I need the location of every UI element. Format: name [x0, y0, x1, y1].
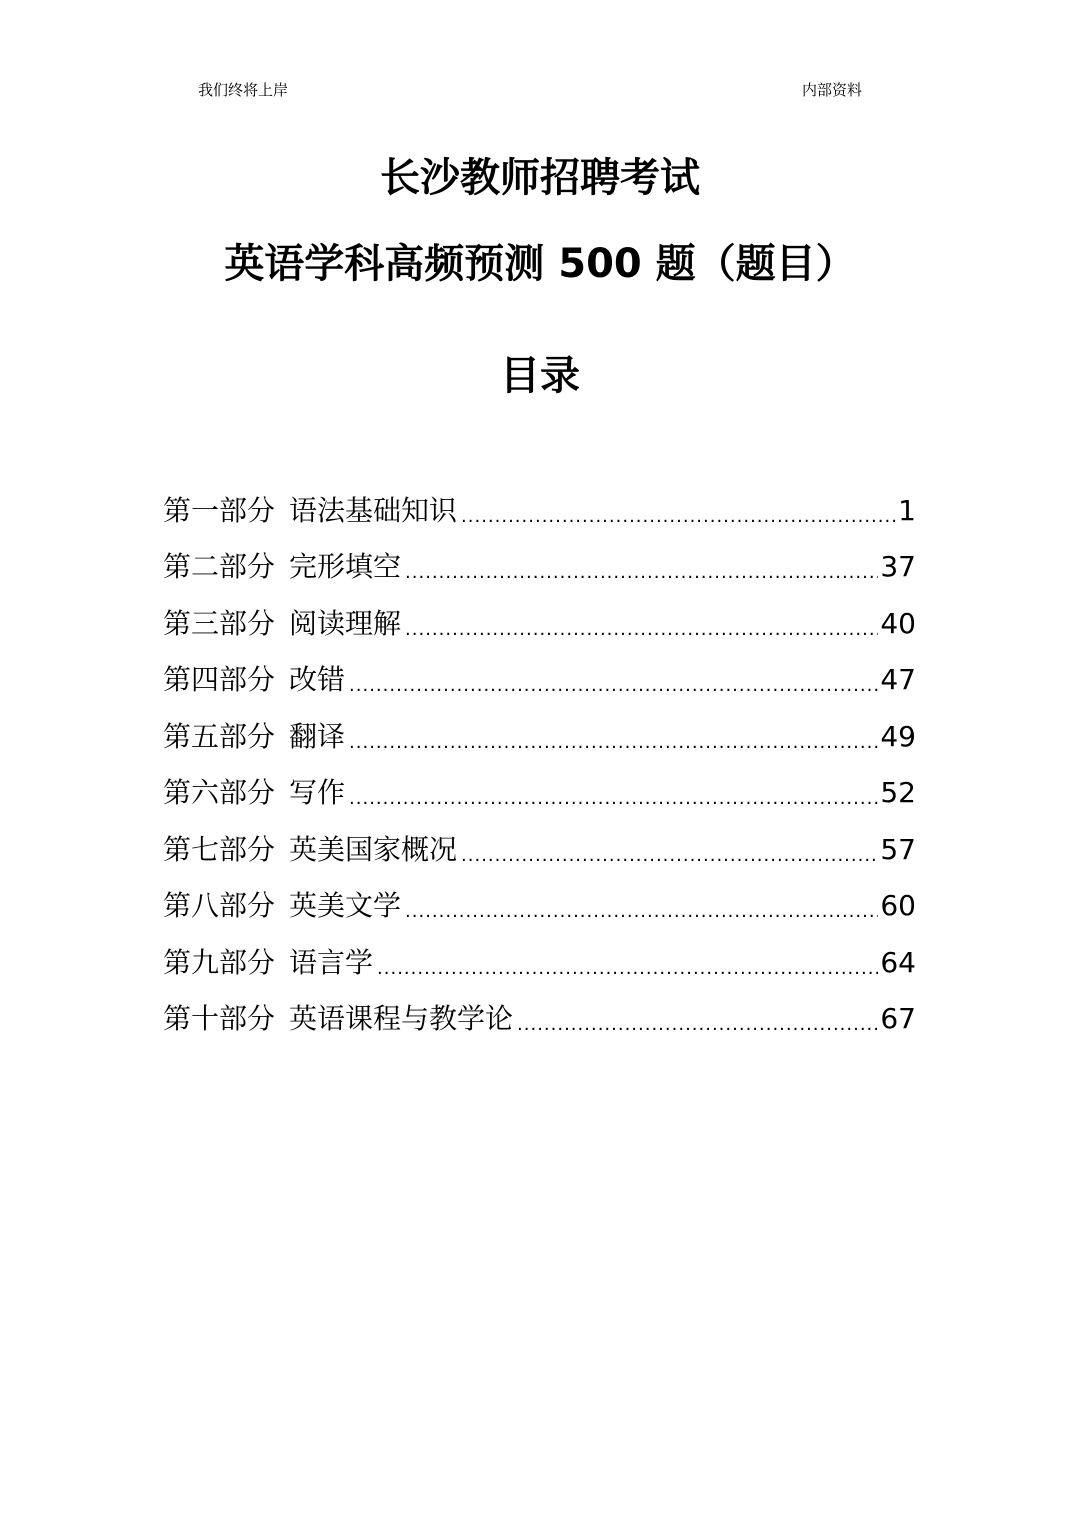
toc-entry[interactable]: [163, 702, 916, 759]
toc-section-title: 写作: [289, 776, 346, 809]
toc-part-label: 第三部分: [163, 606, 276, 640]
toc-dot-leader: [349, 727, 878, 759]
toc-page-number: 64: [880, 945, 916, 979]
toc-section-title: 英美文学: [289, 889, 402, 922]
document-title: 长沙教师招聘考试: [380, 155, 700, 201]
toc-section-title: 语言学: [289, 945, 374, 979]
toc-section-title: 英语课程与教学论: [289, 1002, 514, 1035]
toc-dot-leader: [461, 501, 896, 533]
toc-entry[interactable]: [163, 815, 916, 872]
toc-page-number: 52: [880, 776, 916, 809]
toc-page-number: 37: [880, 550, 916, 583]
toc-entry[interactable]: [163, 985, 916, 1042]
toc-heading: 目录: [500, 353, 580, 399]
toc-section-title: 英美国家概况: [289, 832, 458, 866]
header-right-text: 内部资料: [802, 81, 863, 99]
toc-dot-leader: [517, 1009, 878, 1041]
toc-entry[interactable]: [163, 872, 916, 929]
toc-dot-leader: [377, 953, 878, 985]
toc-page-number: 40: [880, 606, 916, 640]
toc-part-label: 第十部分: [163, 1002, 276, 1035]
toc-part-label: 第四部分: [163, 663, 276, 696]
toc-entry[interactable]: [163, 533, 916, 590]
toc-part-label: 第七部分: [163, 832, 276, 866]
toc-dot-leader: [461, 840, 878, 872]
toc-page-number: 67: [880, 1002, 916, 1035]
toc-section-title: 完形填空: [289, 550, 402, 583]
toc-part-label: 第六部分: [163, 776, 276, 809]
toc-section-title: 翻译: [289, 719, 346, 753]
toc-entry[interactable]: [163, 646, 916, 703]
toc-dot-leader: [405, 896, 878, 928]
toc-page-number: 49: [880, 719, 916, 753]
document-subtitle: 英语学科高频预测 500 题（题目）: [224, 241, 856, 287]
toc-entry[interactable]: [163, 928, 916, 985]
toc-part-label: 第二部分: [163, 550, 276, 583]
toc-page-number: 47: [880, 663, 916, 696]
toc-entry[interactable]: [163, 589, 916, 646]
toc-section-title: 阅读理解: [289, 606, 402, 640]
toc-part-label: 第九部分: [163, 945, 276, 979]
toc-entry[interactable]: [163, 476, 916, 533]
table-of-contents: [163, 476, 916, 1041]
toc-part-label: 第八部分: [163, 889, 276, 922]
toc-section-title: 语法基础知识: [289, 493, 458, 527]
toc-page-number: 1: [898, 493, 916, 527]
toc-dot-leader: [405, 557, 878, 589]
toc-page-number: 60: [880, 889, 916, 922]
header-left-text: 我们终将上岸: [198, 81, 289, 99]
toc-dot-leader: [349, 783, 878, 815]
toc-page-number: 57: [880, 832, 916, 866]
toc-dot-leader: [405, 614, 878, 646]
toc-part-label: 第五部分: [163, 719, 276, 753]
toc-part-label: 第一部分: [163, 493, 276, 527]
toc-entry[interactable]: [163, 759, 916, 816]
toc-dot-leader: [349, 670, 878, 702]
toc-section-title: 改错: [289, 663, 346, 696]
